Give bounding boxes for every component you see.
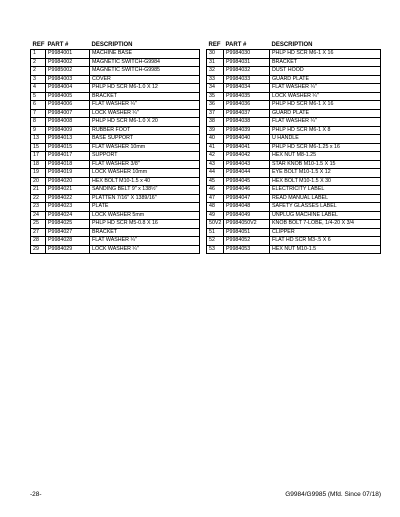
ref-cell: 2: [31, 58, 46, 67]
part-header: PART #: [47, 42, 69, 48]
table-row: [207, 186, 381, 195]
ref-cell: 36: [207, 101, 224, 110]
ref-cell: 44: [207, 169, 224, 178]
table-row: [31, 194, 200, 203]
table-row: [31, 109, 200, 118]
description-cell: MAGNETIC SWITCH-G9984: [90, 58, 200, 67]
part-number-cell: P9984034: [224, 84, 270, 93]
description-cell: BRACKET: [270, 58, 381, 67]
description-cell: MACHINE BASE: [90, 50, 200, 59]
ref-cell: 15: [31, 143, 46, 152]
description-cell: LOCK WASHER ¼": [90, 245, 200, 254]
part-number-cell: P9984038: [224, 118, 270, 127]
description-cell: U HANDLE: [270, 135, 381, 144]
part-number-cell: P9984029: [46, 245, 90, 254]
table-row: [31, 118, 200, 127]
ref-cell: 53: [207, 245, 224, 254]
description-cell: FLAT WASHER 3/8": [90, 160, 200, 169]
description-cell: LOCK WASHER ¼": [90, 109, 200, 118]
ref-cell: 17: [31, 152, 46, 161]
table-row: [31, 203, 200, 212]
ref-cell: 18: [31, 160, 46, 169]
table-row: [31, 177, 200, 186]
description-cell: LOCK WASHER ¼": [270, 92, 381, 101]
ref-cell: 31: [207, 58, 224, 67]
part-number-cell: P9984019: [46, 169, 90, 178]
part-number-cell: P9984025: [46, 220, 90, 229]
ref-cell: 46: [207, 186, 224, 195]
model-footer: G9984/G9985 (Mfd. Since 07/18): [285, 491, 381, 498]
description-cell: SUPPORT: [90, 152, 200, 161]
table-row: [207, 177, 381, 186]
part-number-cell: P9984006: [46, 101, 90, 110]
ref-cell: 35: [207, 92, 224, 101]
description-cell: PHLP HD SCR M5-0.8 X 16: [90, 220, 200, 229]
ref-cell: 19: [31, 169, 46, 178]
description-cell: BRACKET: [90, 92, 200, 101]
table-row: [207, 135, 381, 144]
part-number-cell: P9984048: [224, 203, 270, 212]
description-cell: FLAT WASHER 10mm: [90, 143, 200, 152]
ref-cell: 8: [31, 118, 46, 127]
description-cell: MAGNETIC SWITCH-G9985: [90, 67, 200, 76]
table-row: [31, 228, 200, 237]
part-number-cell: P9984032: [224, 67, 270, 76]
table-row: [207, 220, 381, 229]
part-number-cell: P9984001: [46, 50, 90, 59]
part-number-cell: P9984033: [224, 75, 270, 84]
description-header: DESCRIPTION: [271, 42, 313, 48]
table-row: [207, 160, 381, 169]
description-cell: EYE BOLT M10-1.5 X 12: [270, 169, 381, 178]
table-row: [31, 143, 200, 152]
table-row: [31, 160, 200, 169]
part-number-cell: P9984045: [224, 177, 270, 186]
part-number-cell: P9984052: [224, 237, 270, 246]
ref-cell: 38: [207, 118, 224, 127]
table-row: [207, 75, 381, 84]
ref-cell: 33: [207, 75, 224, 84]
part-number-cell: P9984003: [46, 75, 90, 84]
ref-cell: 41: [207, 143, 224, 152]
part-number-cell: P9984020: [46, 177, 90, 186]
part-number-cell: P9984002: [46, 58, 90, 67]
table-row: [31, 237, 200, 246]
table-row: [31, 186, 200, 195]
part-number-cell: P9984053: [224, 245, 270, 254]
description-cell: PHLP HD SCR M6-1 X 16: [270, 101, 381, 110]
ref-cell: 6: [31, 101, 46, 110]
part-number-cell: P9984044: [224, 169, 270, 178]
table-header-row: [31, 41, 200, 50]
part-number-cell: P9984022: [46, 194, 90, 203]
description-cell: FLAT WASHER ¼": [90, 237, 200, 246]
description-cell: HEX BOLT M10-1.5 x 40: [90, 177, 200, 186]
part-number-cell: P9984040: [224, 135, 270, 144]
table-row: [207, 245, 381, 254]
table-row: [207, 143, 381, 152]
part-number-cell: P9984027: [46, 228, 90, 237]
ref-cell: 48: [207, 203, 224, 212]
part-number-cell: P9984037: [224, 109, 270, 118]
part-number-cell: P9984013: [46, 135, 90, 144]
ref-cell: 47: [207, 194, 224, 203]
description-cell: CLIPPER: [270, 228, 381, 237]
table-row: [207, 118, 381, 127]
part-number-cell: P9985002: [46, 67, 90, 76]
description-cell: PLATE: [90, 203, 200, 212]
table-row: [207, 58, 381, 67]
description-cell: RUBBER FOOT: [90, 126, 200, 135]
table-row: [207, 92, 381, 101]
table-row: [31, 67, 200, 76]
ref-cell: 13: [31, 135, 46, 144]
part-number-cell: P9984046: [224, 186, 270, 195]
description-cell: LOCK WASHER 10mm: [90, 169, 200, 178]
part-number-cell: P9984017: [46, 152, 90, 161]
table-row: [207, 169, 381, 178]
ref-cell: 20: [31, 177, 46, 186]
table-row: [31, 75, 200, 84]
description-cell: UNPLUG MACHINE LABEL: [270, 211, 381, 220]
table-row: [31, 101, 200, 110]
ref-cell: 9: [31, 126, 46, 135]
description-cell: ELECTRICITY LABEL: [270, 186, 381, 195]
part-number-cell: P9984049: [224, 211, 270, 220]
table-row: [207, 67, 381, 76]
table-row: [207, 152, 381, 161]
ref-cell: 5: [31, 92, 46, 101]
table-row: [31, 58, 200, 67]
table-row: [31, 135, 200, 144]
description-cell: GUARD PLATE: [270, 109, 381, 118]
ref-cell: 3: [31, 75, 46, 84]
description-cell: READ MANUAL LABEL: [270, 194, 381, 203]
part-number-cell: P9984031: [224, 58, 270, 67]
ref-cell: 1: [31, 50, 46, 59]
table-row: [31, 84, 200, 93]
ref-cell: 23: [31, 203, 46, 212]
table-row: [207, 101, 381, 110]
description-cell: PHLP HD SCR M6-1.25 x 16: [270, 143, 381, 152]
table-row: [207, 237, 381, 246]
description-cell: PHLP HD SCR M6-1 X 8: [270, 126, 381, 135]
ref-cell: 52: [207, 237, 224, 246]
ref-cell: 42: [207, 152, 224, 161]
description-cell: HEX NUT M8-1.25: [270, 152, 381, 161]
page-number: -28-: [30, 491, 42, 498]
part-number-cell: P9984039: [224, 126, 270, 135]
part-number-cell: P9984015: [46, 143, 90, 152]
description-cell: SANDING BELT 9" x 138½": [90, 186, 200, 195]
table-row: [31, 152, 200, 161]
table-row: [31, 50, 200, 59]
table-row: [207, 84, 381, 93]
description-cell: SAFETY GLASSES LABEL: [270, 203, 381, 212]
description-cell: PHLP HD SCR M6-1.0 X 20: [90, 118, 200, 127]
table-row: [207, 203, 381, 212]
ref-cell: 30: [207, 50, 224, 59]
part-number-cell: P9984009: [46, 126, 90, 135]
description-cell: FLAT WASHER ¼": [270, 118, 381, 127]
part-number-cell: P9984008: [46, 118, 90, 127]
description-cell: HEX BOLT M10-1.5 X 30: [270, 177, 381, 186]
table-row: [207, 194, 381, 203]
description-cell: LOCK WASHER 5mm: [90, 211, 200, 220]
ref-header: REF: [208, 42, 221, 48]
ref-cell: 22: [31, 194, 46, 203]
part-number-cell: P9984041: [224, 143, 270, 152]
table-row: [31, 126, 200, 135]
part-number-cell: P9984004: [46, 84, 90, 93]
ref-cell: 4: [31, 84, 46, 93]
part-number-cell: P9984023: [46, 203, 90, 212]
ref-header: REF: [32, 42, 45, 48]
part-number-cell: P9984035: [224, 92, 270, 101]
table-row: [207, 109, 381, 118]
ref-cell: 43: [207, 160, 224, 169]
description-cell: PHLP HD SCR M6-1.0 X 12: [90, 84, 200, 93]
table-header-row: [207, 41, 381, 50]
description-cell: KNOB BOLT 7-LOBE, 1/4-20 X 3/4: [270, 220, 381, 229]
description-cell: HEX NUT M10-1.5: [270, 245, 381, 254]
part-number-cell: P9984043: [224, 160, 270, 169]
part-number-cell: P9984036: [224, 101, 270, 110]
ref-cell: 29: [31, 245, 46, 254]
part-number-cell: P9984030: [224, 50, 270, 59]
part-number-cell: P9984007: [46, 109, 90, 118]
part-number-cell: P9984028: [46, 237, 90, 246]
ref-cell: 37: [207, 109, 224, 118]
table-row: [31, 211, 200, 220]
part-number-cell: P9984005: [46, 92, 90, 101]
table-row: [31, 245, 200, 254]
parts-table-right: [206, 41, 381, 254]
ref-cell: 24: [31, 211, 46, 220]
part-number-cell: P9984050V2: [224, 220, 270, 229]
part-number-cell: P9984024: [46, 211, 90, 220]
ref-cell: 51: [207, 228, 224, 237]
description-cell: PLATTEN 7/16" X 1389/16": [90, 194, 200, 203]
description-header: DESCRIPTION: [91, 42, 133, 48]
part-number-cell: P9984047: [224, 194, 270, 203]
part-number-cell: P9984018: [46, 160, 90, 169]
ref-cell: 27: [31, 228, 46, 237]
ref-cell: 25: [31, 220, 46, 229]
ref-cell: 40: [207, 135, 224, 144]
part-number-cell: P9984042: [224, 152, 270, 161]
description-cell: BASE SUPPORT: [90, 135, 200, 144]
parts-table-left: [30, 41, 200, 254]
ref-cell: 2: [31, 67, 46, 76]
ref-cell: 7: [31, 109, 46, 118]
description-cell: STAR KNOB M10-1.5 X 15: [270, 160, 381, 169]
description-cell: DUST HOOD: [270, 67, 381, 76]
table-row: [31, 169, 200, 178]
description-cell: COVER: [90, 75, 200, 84]
ref-cell: 39: [207, 126, 224, 135]
ref-cell: 34: [207, 84, 224, 93]
table-row: [31, 220, 200, 229]
ref-cell: 28: [31, 237, 46, 246]
description-cell: FLAT WASHER ¼": [270, 84, 381, 93]
part-number-cell: P9984051: [224, 228, 270, 237]
part-header: PART #: [225, 42, 247, 48]
ref-cell: 32: [207, 67, 224, 76]
description-cell: FLAT WASHER ¼": [90, 101, 200, 110]
table-row: [207, 211, 381, 220]
ref-cell: 45: [207, 177, 224, 186]
ref-cell: 50V2: [207, 220, 224, 229]
description-cell: GUARD PLATE: [270, 75, 381, 84]
description-cell: PHLP HD SCR M6-1 X 16: [270, 50, 381, 59]
table-row: [207, 126, 381, 135]
ref-cell: 21: [31, 186, 46, 195]
description-cell: FLAT HD SCR M3-.5 X 6: [270, 237, 381, 246]
table-row: [207, 228, 381, 237]
table-row: [31, 92, 200, 101]
ref-cell: 49: [207, 211, 224, 220]
description-cell: BRACKET: [90, 228, 200, 237]
part-number-cell: P9984021: [46, 186, 90, 195]
table-row: [207, 50, 381, 59]
